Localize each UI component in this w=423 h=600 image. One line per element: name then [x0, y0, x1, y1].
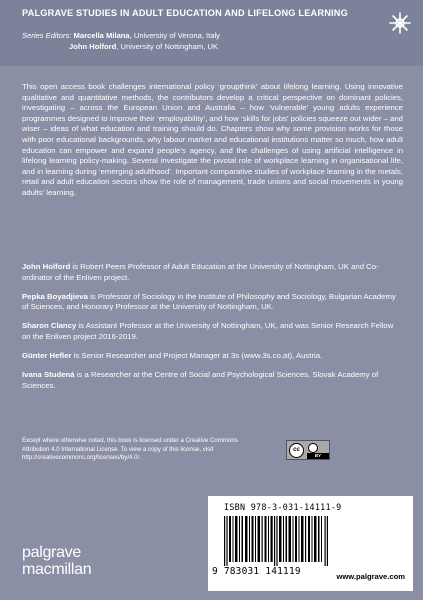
book-blurb: This open access book challenges international policy ‘groupthink’ about lifelong learning. Using innovative qualitative and quantitative methods, the contributors develop a critical perspective on dominant policies, investigating – across the European Union and Australia – how ‘vulnerable’ young adults experience programmes designed to improve their ‘employability’, and how ‘skills for jobs’ policies squeeze out wider – and wiser – ideas of what education and training should do. Chapters show why some provision works for those with poor educational backgrounds, why labour market and educational institutions matter so much, how adult education can empower and expand people’s agency, and the challenges of using artificial intelligence in lifelong learning policy-making. Several investigate the pivotal role of workplace learning in organisational life, and in learning during ‘emerging adulthood’. Important comparative studies of workplace learning in the metals, retail and adult education sectors show the role of management, trade unions and social movements in young adults’ learning. [22, 82, 403, 197]
series-title: PALGRAVE STUDIES IN ADULT EDUCATION AND LIFELONG LEARNING [22, 8, 348, 18]
isbn-label: ISBN 978-3-031-14111-9 [224, 502, 342, 512]
bio-text: is a Researcher at the Centre of Social and Psychological Sciences, Slovak Academy of Sciences. [22, 370, 379, 390]
editor-row-1 [22, 30, 220, 41]
publisher-website-link[interactable]: www.palgrave.com [336, 572, 405, 581]
editor-affiliation: , University of Nottingham, UK [116, 42, 218, 51]
barcode-icon [224, 516, 328, 566]
bio-text: is Robert Peers Professor of Adult Education at the University of Nottingham, UK and Co-ordinator of the Enliven project. [22, 262, 379, 282]
brand-line-1: palgrave [22, 544, 81, 561]
isbn-barcode-box [208, 496, 413, 591]
publisher-brand [22, 545, 91, 579]
cc-icon: cc [289, 443, 304, 458]
license-notice: Except where otherwise noted, this book is licensed under a Creative Commons Attribution 4.0 International License. To view a copy of this license, visit http://creativecommons.org/licenses/by/4.0/. [22, 437, 238, 462]
bio-name: Pepka Boyadjieva [22, 291, 88, 301]
bio-name: Sharon Clancy [22, 321, 77, 331]
bio-text: is Assistant Professor at the University of Nottingham, UK, and was Senior Research Fellow on the Enliven project 2016-2019. [22, 321, 394, 341]
editors-label: Series Editors: [22, 31, 72, 40]
bio-name: John Holford [22, 262, 71, 271]
bio-name: Ivana Studená [22, 370, 75, 380]
bio-text: is Professor of Sociology in the Institute of Philosophy and Sociology, Bulgarian Academy of Sciences, and Honorary Professor at the University of Nottingham, UK. [22, 291, 396, 312]
bio-entry [22, 262, 403, 283]
contributor-bios [22, 262, 403, 400]
bio-entry [22, 370, 403, 391]
by-label: BY [307, 453, 329, 459]
barcode-number: 9 783031 141119 [212, 566, 301, 577]
publisher-logo-icon [387, 10, 413, 36]
editor-affiliation: , University of Verona, Italy [129, 31, 220, 40]
bio-entry [22, 321, 403, 342]
editor-row-2 [22, 41, 220, 52]
cc-by-license-badge[interactable] [286, 440, 330, 460]
bio-entry [22, 292, 403, 313]
person-icon [308, 443, 318, 453]
bio-text: is Senior Researcher and Project Manager at 3s (www.3s.co.at), Austria. [71, 351, 323, 361]
editor-name: Marcella Milana [73, 31, 130, 40]
bio-entry [22, 351, 403, 362]
brand-line-2: macmillan [22, 561, 92, 578]
series-editors [22, 30, 220, 52]
bio-name: Günter Hefler [22, 351, 72, 361]
editor-name: John Holford [69, 42, 117, 51]
